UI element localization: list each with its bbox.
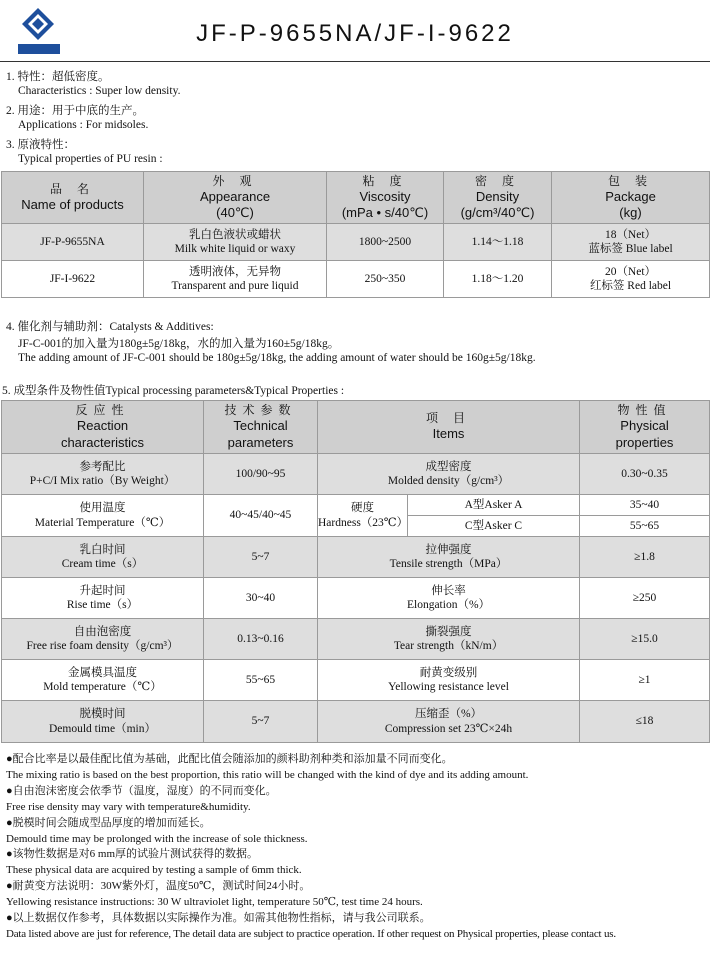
table-row (2, 261, 710, 298)
page-title: JF-P-9655NA/JF-I-9622 (196, 20, 514, 47)
note-line: The mixing ratio is based on the best proportion, this ratio will be changed with the kind of dye and its adding amount. (6, 768, 529, 781)
note-line: These physical data are acquired by testing a sample of 6mm thick. (6, 864, 302, 877)
table-row (2, 660, 710, 701)
reaction-cell: 参考配比 P+C/I Mix ratio（By Weight） (2, 454, 204, 495)
reaction-cell: 金属模具温度 Mold temperature（℃） (2, 660, 204, 701)
item-cell: 伸长率 Elongation（%） (318, 578, 580, 619)
hardness-sub-c: C型Asker C (408, 516, 580, 537)
note-line: Free rise density may vary with temperature&humidity. (6, 800, 251, 813)
page-header (0, 0, 710, 62)
density: 1.14～1.18 (444, 224, 552, 261)
header-appearance: 外 观 Appearance (40℃) (144, 172, 327, 224)
reaction-cell: 乳白时间 Cream time（s） (2, 537, 204, 578)
table-row (2, 224, 710, 261)
header-package: 包 装 Package (kg) (552, 172, 710, 224)
viscosity: 1800~2500 (327, 224, 444, 261)
hardness-cell: 硬度 Hardness（23℃） (318, 495, 408, 537)
header-product-name: 品 名 Name of products (2, 172, 144, 224)
section-3-cn: 3. 原液特性： (6, 139, 75, 151)
value-cell: ≥15.0 (580, 619, 710, 660)
note-line: Data listed above are just for reference, The detail data are subject to practice operation. If other request on Physical properties, please contact us. (6, 927, 616, 940)
section-1-en: Characteristics : Super low density. (18, 85, 181, 97)
reaction-cell: 自由泡密度 Free rise foam density（g/cm³） (2, 619, 204, 660)
reaction-cell: 脱模时间 Demould time（min） (2, 701, 204, 743)
param-cell: 30~40 (204, 578, 318, 619)
param-cell: 5~7 (204, 537, 318, 578)
table-row (2, 537, 710, 578)
param-cell: 40~45/40~45 (204, 495, 318, 537)
resin-table-header (2, 172, 710, 224)
section-4-line-1: JF-C-001的加入量为180g±5g/18kg，水的加入量为160±5g/18kg。 (18, 338, 340, 350)
note-line: ●配合比率是以最佳配比值为基础，此配比值会随添加的颜料助剂种类和添加量不同而变化。 (6, 753, 453, 765)
item-cell: 耐黄变级别 Yellowing resistance level (318, 660, 580, 701)
appearance: 透明液体，无异物 Transparent and pure liquid (144, 261, 327, 298)
table-row (2, 701, 710, 743)
viscosity: 250~350 (327, 261, 444, 298)
param-cell: 5~7 (204, 701, 318, 743)
table-row (2, 578, 710, 619)
header-divider (0, 61, 710, 62)
processing-properties-table (1, 400, 710, 743)
footnotes (6, 752, 706, 943)
value-cell: 0.30~0.35 (580, 454, 710, 495)
package: 20（Net） 红标签 Red label (552, 261, 710, 298)
param-cell: 0.13~0.16 (204, 619, 318, 660)
header-density: 密 度 Density (g/cm³/40℃) (444, 172, 552, 224)
props-table-header (2, 401, 710, 454)
param-cell: 55~65 (204, 660, 318, 701)
note-line: ●以上数据仅作参考，具体数据以实际操作为准。如需其他物性指标，请与我公司联系。 (6, 912, 431, 925)
header-items: 项 目 Items (318, 401, 580, 454)
product-name: JF-P-9655NA (2, 224, 144, 261)
section-4-line-2: The adding amount of JF-C-001 should be 180g±5g/18kg, the adding amount of water should be 160g±5g/18kg. (18, 352, 536, 364)
header-technical: 技术参数 Technical parameters (204, 401, 318, 454)
section-3-en: Typical properties of PU resin : (18, 153, 163, 165)
section-2-cn: 2. 用途：用于中底的生产。 (6, 105, 144, 117)
section-2-en: Applications : For midsoles. (18, 119, 149, 131)
section-5-title: 5. 成型条件及物性值Typical processing parameters&Typical Properties : (2, 385, 345, 397)
param-cell: 100/90~95 (204, 454, 318, 495)
note-line: Demould time may be prolonged with the increase of sole thickness. (6, 832, 308, 845)
table-row (2, 495, 710, 516)
header-viscosity: 粘 度 Viscosity (mPa • s/40℃) (327, 172, 444, 224)
density: 1.18～1.20 (444, 261, 552, 298)
appearance: 乳白色液状或蜡状 Milk white liquid or waxy (144, 224, 327, 261)
item-cell: 拉伸强度 Tensile strength（MPa） (318, 537, 580, 578)
product-name: JF-I-9622 (2, 261, 144, 298)
table-row (2, 454, 710, 495)
value-cell: ≥1 (580, 660, 710, 701)
package: 18（Net） 蓝标签 Blue label (552, 224, 710, 261)
value-cell: 55~65 (580, 516, 710, 537)
section-4-title: 4. 催化剂与辅助剂：Catalysts & Additives: (6, 321, 214, 333)
header-physical: 物性值 Physical properties (580, 401, 710, 454)
reaction-cell: 升起时间 Rise time（s） (2, 578, 204, 619)
value-cell: 35~40 (580, 495, 710, 516)
note-line: ●自由泡沫密度会依季节（温度，湿度）的不同而变化。 (6, 784, 277, 797)
item-cell: 撕裂强度 Tear strength（kN/m） (318, 619, 580, 660)
value-cell: ≥250 (580, 578, 710, 619)
section-1-cn: 1. 特性：超低密度。 (6, 71, 110, 83)
value-cell: ≥1.8 (580, 537, 710, 578)
header-reaction: 反应性 Reaction characteristics (2, 401, 204, 454)
item-cell: 压缩歪（%） Compression set 23℃×24h (318, 701, 580, 743)
item-cell: 成型密度 Molded density（g/cm³） (318, 454, 580, 495)
note-line: Yellowing resistance instructions: 30 W ultraviolet light, temperature 50℃, test time 24 hours. (6, 896, 423, 909)
value-cell: ≤18 (580, 701, 710, 743)
hardness-sub-a: A型Asker A (408, 495, 580, 516)
note-line: ●脱模时间会随成型品厚度的增加而延长。 (6, 816, 211, 829)
note-line: ●该物性数据是对6 mm厚的试验片测试获得的数据。 (6, 848, 259, 861)
table-row (2, 619, 710, 660)
resin-properties-table (1, 171, 710, 298)
note-line: ●耐黄变方法说明：30W紫外灯，温度50℃，测试时间24小时。 (6, 880, 311, 893)
reaction-cell: 使用温度 Material Temperature（℃） (2, 495, 204, 537)
